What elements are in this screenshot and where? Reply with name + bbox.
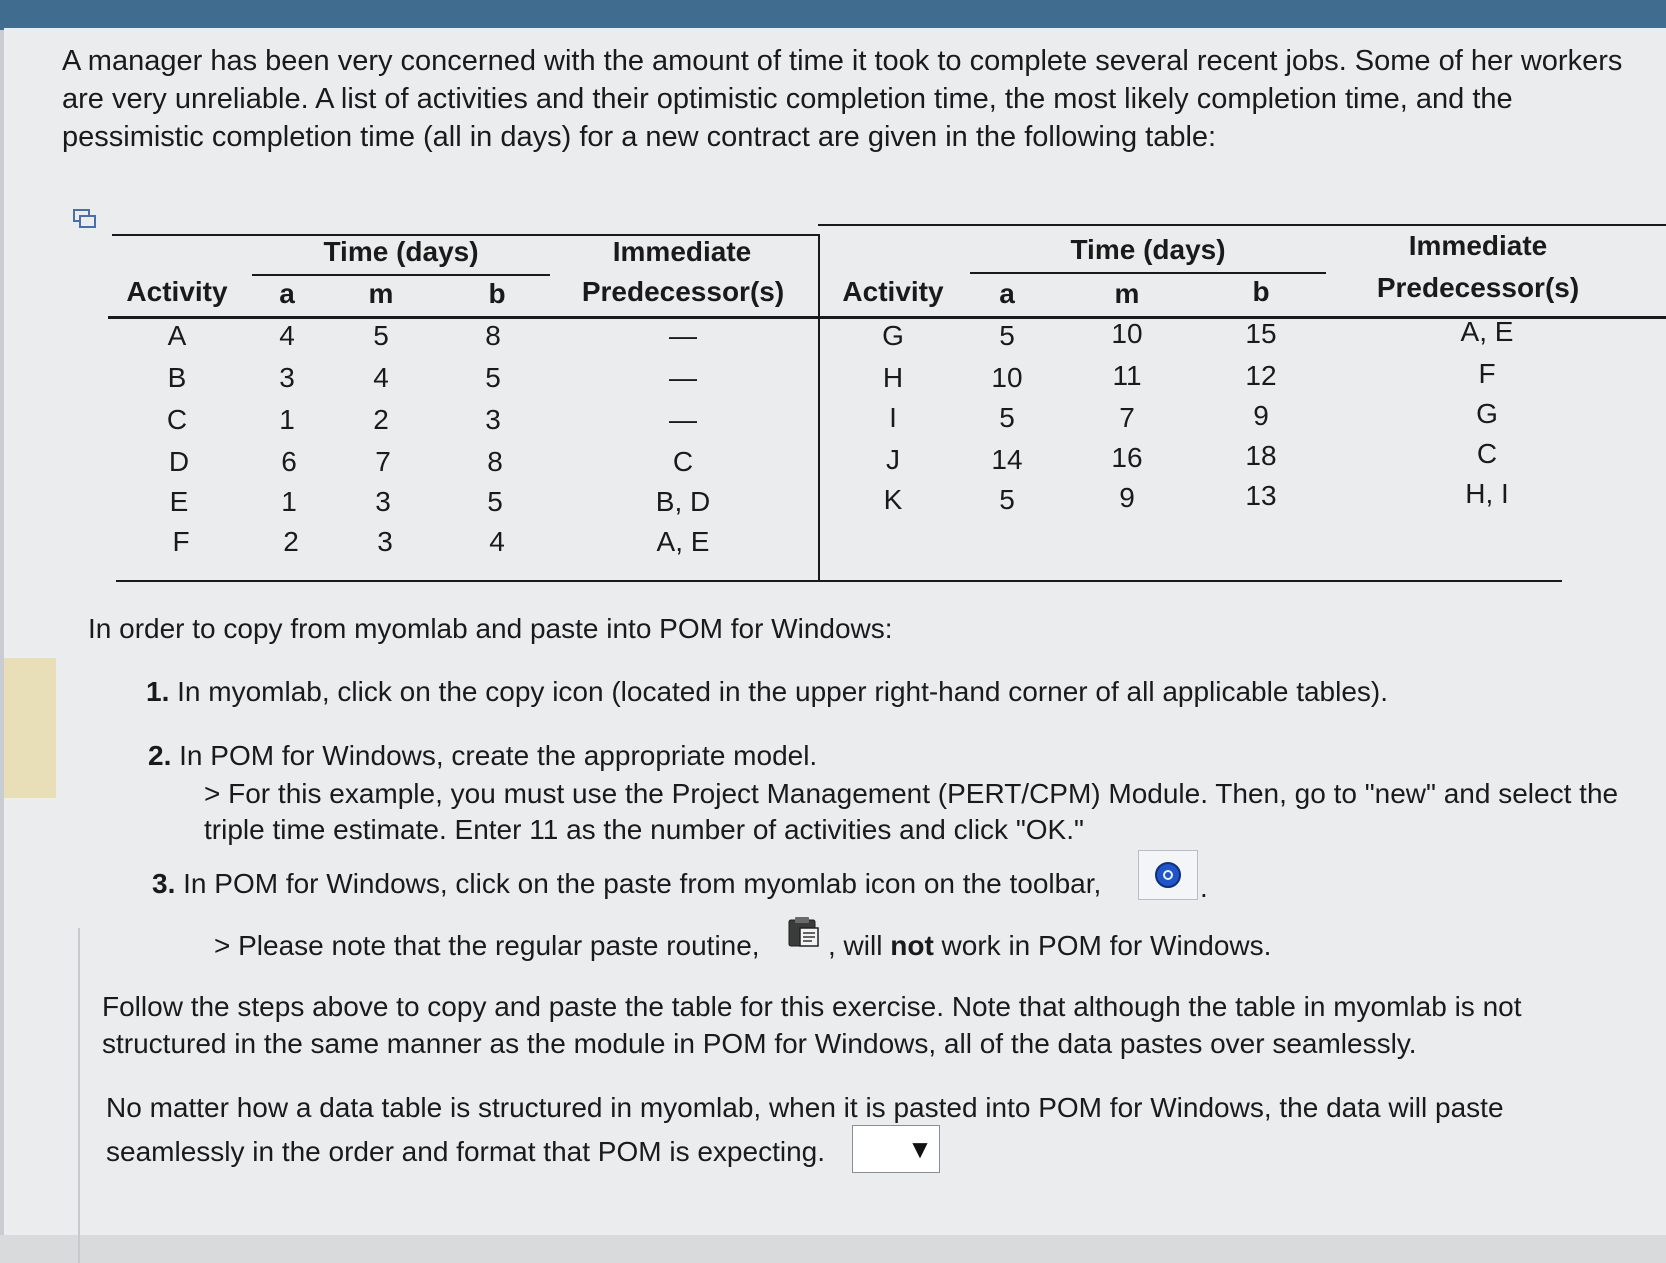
instructions-title: In order to copy from myomlab and paste into POM for Windows: [88,613,893,644]
a-cell: 5 [999,320,1015,351]
pred-cell: — [669,404,697,435]
a-cell: 10 [991,362,1023,393]
step-1 [146,676,1388,708]
m-header-right: m [1114,278,1140,309]
paste-from-myomlab-glyph [1155,862,1181,888]
m-cell: 3 [377,526,393,557]
step-3-note-c: work in POM for Windows. [941,930,1272,961]
side-tab [4,658,56,798]
activity-cell: C [166,404,188,435]
time-group-rule [252,274,550,276]
pred-cell: B, D [655,486,711,517]
problem-intro: A manager has been very concerned with the amount of time it took to complete several recent jobs. Some of her workers are very unreliable. A list of activities and their optimistic completion time, the most likely completion time, and the pessimistic completion time (all in days) for a new contract are given in the following table: [62,45,1623,153]
a-cell: 1 [279,404,295,435]
step-3-note-b: , will [828,930,883,961]
b-cell: 18 [1245,440,1277,471]
m-cell: 5 [373,320,389,351]
step-3-note [214,930,760,962]
answer-dropdown[interactable] [852,1125,940,1173]
m-cell: 11 [1112,360,1142,391]
m-cell: 2 [373,404,389,435]
pred-cell: C [1476,438,1498,469]
b-cell: 8 [487,446,503,477]
step-number: 1. [146,676,170,707]
activity-header: Activity [126,276,228,307]
pred-header-line1-right: Immediate [1408,230,1548,261]
m-header: m [368,278,394,309]
pred-cell: C [672,446,694,477]
step-3 [152,868,1101,900]
top-bar [0,0,1666,30]
b-cell: 5 [487,486,503,517]
step-3-note-a: > Please note that the regular paste routine, [214,930,760,961]
step-text: In POM for Windows, create the appropriate model. [179,740,818,771]
m-cell: 7 [1119,402,1135,433]
step-text: In myomlab, click on the copy icon (located in the upper right-hand corner of all applicable tables). [177,676,1389,707]
b-cell: 4 [489,526,505,557]
activity-cell: A [167,320,187,351]
step-3-note-not: not [890,930,934,961]
a-cell: 3 [279,362,295,393]
activity-cell: I [889,402,897,433]
step-number: 2. [148,740,172,771]
a-header: a [279,278,295,309]
paste-from-myomlab-icon[interactable] [1138,850,1198,900]
time-group-header-right: Time (days) [1070,234,1226,265]
b-cell: 15 [1245,318,1277,349]
table-middle-divider [818,234,820,582]
follow-paragraph: Follow the steps above to copy and paste the table for this exercise. Note that although the table in myomlab is not structured in the same manner as the module in POM for Windows, all of the data pastes over seamlessly. [102,991,1522,1059]
step-text: In POM for Windows, click on the paste from myomlab icon on the toolbar, [183,868,1102,899]
dropdown-arrow-icon[interactable]: ▼ [907,1134,933,1164]
pred-cell: A, E [656,526,710,557]
b-cell: 5 [485,362,501,393]
a-cell: 1 [281,486,297,517]
pred-header-line2-right: Predecessor(s) [1376,272,1580,303]
table-top-rule-right [818,224,1666,226]
step-2-detail: > For this example, you must use the Project Management (PERT/CPM) Module. Then, go to "new" and select the triple time estimate. Enter 11 as the number of activities and click "OK." [204,778,1619,845]
time-group-header: Time (days) [323,236,479,267]
question-text: No matter how a data table is structured in myomlab, when it is pasted into POM for Windows, the data will paste seamlessly in the order and format that POM is expecting. [106,1092,1504,1167]
m-cell: 10 [1111,318,1143,349]
pred-cell: — [669,362,697,393]
activity-cell: F [172,526,190,557]
b-cell: 3 [485,404,501,435]
m-cell: 16 [1111,442,1143,473]
step-3-period: . [1200,872,1208,903]
a-cell: 14 [991,444,1023,475]
activity-cell: G [882,320,904,351]
step-3-note-rest [828,930,1271,962]
a-cell: 6 [281,446,297,477]
step-number: 3. [152,868,176,899]
b-cell: 9 [1253,400,1269,431]
a-cell: 4 [279,320,295,351]
activity-cell: J [886,444,900,475]
pred-header-line2: Predecessor(s) [581,276,785,307]
pred-cell: A, E [1460,316,1514,347]
time-group-rule-right [970,272,1326,274]
a-cell: 5 [999,484,1015,515]
m-cell: 9 [1119,482,1135,513]
a-cell: 5 [999,402,1015,433]
b-cell: 12 [1245,360,1277,391]
b-header-right: b [1252,276,1270,307]
activity-header-right: Activity [842,276,944,307]
m-cell: 7 [375,446,391,477]
step-2 [148,740,817,772]
pred-cell: G [1476,398,1498,429]
activity-cell: K [883,484,903,515]
pred-cell: F [1478,358,1496,389]
table-bottom-rule [116,580,1562,582]
pred-cell: H, I [1465,478,1509,509]
activity-cell: D [168,446,190,477]
b-cell: 13 [1245,480,1277,511]
clipboard-paste-icon [786,916,822,950]
pred-cell: — [669,320,697,351]
activity-cell: H [882,362,904,393]
copy-icon[interactable] [72,208,98,230]
pred-header-line1: Immediate [612,236,752,267]
b-cell: 8 [485,320,501,351]
a-cell: 2 [283,526,299,557]
b-header: b [488,278,506,309]
m-cell: 4 [373,362,389,393]
activity-cell: B [167,362,187,393]
a-header-right: a [999,278,1015,309]
panel-divider [78,928,80,1263]
activity-cell: E [169,486,189,517]
activity-table [112,230,1622,586]
m-cell: 3 [375,486,391,517]
left-strip [0,30,4,1235]
